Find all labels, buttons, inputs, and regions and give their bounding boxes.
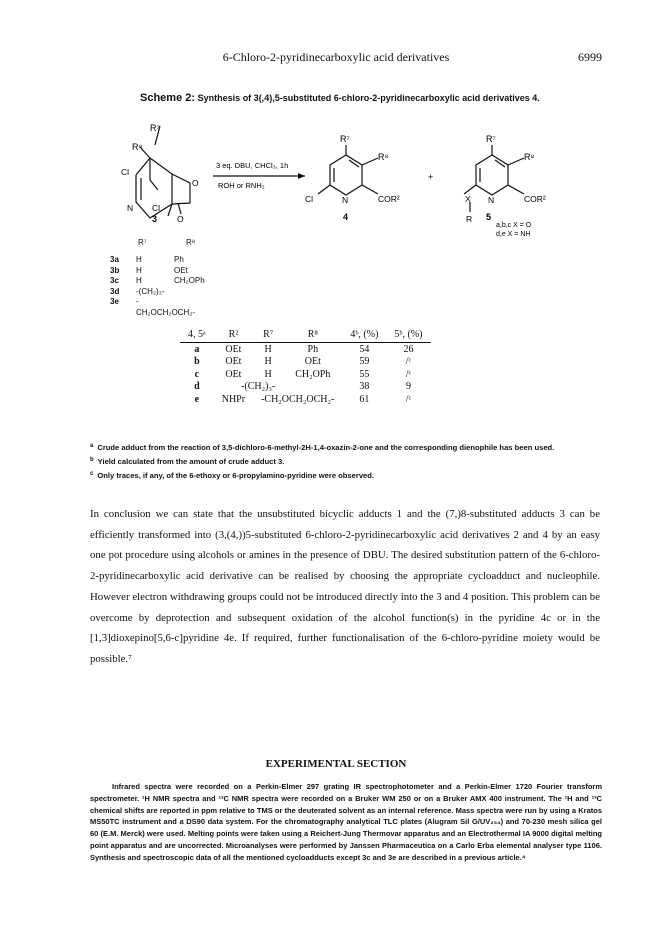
product5-r: R [466, 214, 473, 224]
product5-r7: R⁷ [486, 134, 496, 144]
table-row: d -(CH₂)₃- 38 9 [194, 381, 411, 393]
table-footnotes [90, 440, 610, 482]
col-header: 5ᵇ, (%) [386, 328, 430, 343]
footnote: $^a$ Crude adduct from the reaction of 3,5-dichloro-6-methyl-2H-1,4-oxazin-2-one and the corresponding dienophile has been used. [90, 443, 555, 452]
substituent-row: 3b H OEt [110, 265, 188, 275]
table-row: b OEt H OEt 59 /ᶜ [194, 356, 412, 368]
product4-r8: R⁸ [378, 152, 389, 162]
footnote: $^b$ Yield calculated from the amount of crude adduct 3. [90, 457, 285, 466]
product4-cor2: COR² [378, 194, 400, 204]
start-cl-2: Cl [152, 203, 161, 213]
col-header: R² [214, 328, 253, 343]
product5-cor2: COR² [524, 194, 546, 204]
start-compound-label: 3 [152, 214, 158, 224]
conclusion-paragraph: In conclusion we can state that the unsubstituted bicyclic adducts 1 and the (7,)8-substituted adducts 3 can be efficiently transformed into (3,(4,))5-substituted 6-chloro-2-pyridinecarboxylic acid derivatives 2 and 4 by an easy one pot procedure using alcohols or amines in the presence of DBU. The desired substitution pattern of the 6-chloro-2-pyridinecarboxylic acid derivative can be realised by choosing the appropriate cycloadduct and nucleophile. However electron withdrawing groups could not be introduced directly into the 3 and 4 position. This problem can be overcome by deprotection and subsequent oxidation of the alcohol function(s) in the pyridine 4c or in the [1,3]dioxepino[5,6-c]pyridine 4e. If required, further functionalisation of the 6-chloro-pyridine moiety would be possible.⁷ [90, 508, 600, 665]
col-header: 4, 5ᵃ [180, 328, 214, 343]
start-o-carbonyl: O [177, 214, 184, 224]
product5-r8: R⁸ [524, 152, 535, 162]
table-row: c OEt H CH₂OPh 55 /ᶜ [194, 368, 412, 380]
start-n: N [127, 203, 134, 213]
product5-n: N [488, 195, 495, 205]
reaction-scheme-diagram [0, 112, 672, 252]
plus-sign: + [428, 172, 434, 182]
reagent-top: 3 eq. DBU, CHCl₃, 1h [216, 161, 289, 170]
product5-note-2: d,e X = NH [496, 231, 531, 238]
scheme-caption [140, 92, 540, 104]
reagent-bottom: ROH or RNH₂ [218, 181, 265, 190]
col-header: 4ᵇ, (%) [342, 328, 386, 343]
running-header-title: 6-Chloro-2-pyridinecarboxylic acid derivatives [222, 50, 450, 64]
substituent-row: 3e -CH₂OCH₂OCH₂- [110, 297, 196, 317]
product5-note-1: a,b,c X = O [496, 222, 532, 229]
product4-r7: R⁷ [340, 134, 350, 144]
substituent-row: 3c H CH₂OPh [110, 276, 205, 285]
section-title: EXPERIMENTAL SECTION [265, 758, 407, 770]
col-header: R⁸ [283, 328, 342, 343]
product4-label: 4 [343, 212, 349, 222]
substituent-row: 3d -(CH₂)₃- [110, 286, 165, 296]
table-row: a OEt H Ph 54 26 [194, 343, 414, 355]
product5-x: X [465, 194, 471, 204]
substituent-header: R⁷ R⁸ [138, 238, 196, 247]
experimental-paragraph: Infrared spectra were recorded on a Perkin-Elmer 297 grating IR spectrophotometer and a Perkin-Elmer 1720 Fourier transform spectrometer. ¹H NMR spectra and ¹³C NMR spectra were recorded on a Bruker WM 250 or on a Bruker AMX 400 instrument. The ¹H and ¹³C chemical shifts are reported in ppm relative to TMS or the deuterated solvent as an internal reference. Mass spectra were run by using a Kratos MS50TC instrument and a DS90 data system. For the chromatography analytical TLC plates (Alugram Sil G/UV₂₅₄) and 70-230 mesh silica gel 60 (E.M. Merck) were used. Melting points were taken using a Reichert-Jung Thermovar apparatus and an Electrothermal IA 9000 digital melting point apparatus and are uncorrected. Microanalyses were performed by Janssen Pharmaceutica on a Carlo Erba elemental analyser type 1106. Synthesis and spectroscopic data of all the mentioned cycloadducts except 3c and 3e are described in a previous article.⁴ [90, 782, 602, 862]
start-r7: R⁷ [150, 123, 160, 133]
start-o-ring: O [192, 178, 199, 188]
start-cl-1: Cl [121, 167, 130, 177]
product4-cl: Cl [305, 194, 314, 204]
product5-label: 5 [486, 212, 492, 222]
start-r8: R⁸ [132, 142, 143, 152]
substituent-row: 3a H Ph [110, 255, 184, 264]
substituent-list [110, 238, 205, 318]
col-header: R⁷ [253, 328, 283, 343]
scheme-label: Scheme 2: [140, 92, 196, 104]
page-number: 6999 [578, 50, 602, 64]
results-header-row [180, 328, 431, 343]
results-table [180, 328, 431, 406]
footnote: $^c$ Only traces, if any, of the 6-ethoxy or 6-propylamino-pyridine were observed. [90, 471, 375, 480]
table-row: e NHPr -CH₂OCH₂OCH₂- 61 /ᶜ [194, 393, 412, 405]
product4-n: N [342, 195, 349, 205]
scheme-caption-text: Synthesis of 3(,4),5-substituted 6-chloro-2-pyridinecarboxylic acid derivatives 4. [197, 93, 540, 103]
